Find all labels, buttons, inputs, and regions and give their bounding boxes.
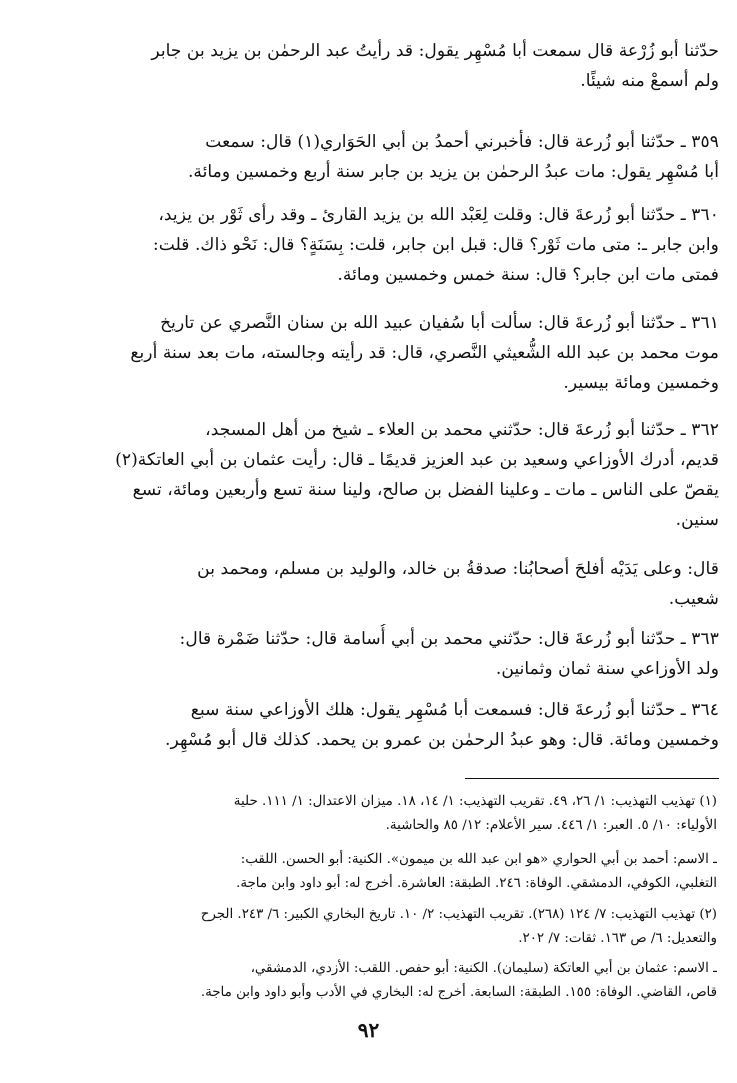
- text-line: يقصّ على الناس ـ مات ـ وعلينا الفضل بن صالح، ولينا سنة تسع وأربعين ومائة، تسع: [132, 480, 719, 500]
- text-line: وابن جابر ـ: متى مات ثَوْر؟ قال: قبل ابن جابر، قلت: بِسَنَةٍ؟ قال: نَحْو ذاك. قلت:: [152, 235, 719, 255]
- paragraph-361: [16, 308, 719, 398]
- text-line: قديم، أدرك الأوزاعي وسعيد بن عبد العزيز قديمًا ـ قال: رأيت عثمان بن أبي العاتكة(٢): [115, 450, 719, 470]
- footnote-2: [17, 903, 717, 951]
- footnote-1-bio: [17, 848, 717, 896]
- text-line: شعيب.: [668, 589, 719, 609]
- text-line: قال: وعلى يَدَيْه أفلحَ أصحابُنا: صدقةُ بن خالد، والوليد بن مسلم، ومحمد بن: [197, 559, 719, 579]
- text-line: ٣٦٤ ـ حدّثنا أبو زُرعةَ قال: فسمعت أبا مُسْهِر يقول: هلك الأوزاعي سنة سبع: [190, 700, 719, 720]
- footnote-line: والتعديل: ٦/ ص ١٦٣. ثقات: ٧/ ٢٠٢.: [518, 931, 717, 946]
- paragraph-362: [16, 415, 719, 535]
- footnote-line: ـ الاسم: عثمان بن أبي العاتكة (سليمان). الكنية: أبو حفص. اللقب: الأزدي، الدمشقي،: [250, 961, 717, 976]
- text-line: ولم أسمعْ منه شيئًا.: [580, 71, 719, 91]
- paragraph-359: [16, 127, 719, 187]
- paragraph-364: [16, 695, 719, 755]
- text-line: وخمسين ومائة بيسير.: [563, 373, 719, 393]
- text-line: حدّثنا أبو زُرْعة قال سمعت أبا مُسْهِر يقول: قد رأيتُ عبد الرحمٰن بن يزيد بن جابر: [151, 41, 719, 61]
- footnote-1: [17, 790, 717, 838]
- paragraph-363: [16, 624, 719, 684]
- footnote-line: ـ الاسم: أحمد بن أبي الحواري «هو ابن عبد الله بن ميمون». الكنية: أبو الحسن. اللقب:: [240, 852, 717, 867]
- footnote-separator: [465, 778, 719, 779]
- footnote-line: (٢) تهذيب التهذيب: ٧/ ١٢٤ (٢٦٨). تقريب التهذيب: ٢/ ١٠. تاريخ البخاري الكبير: ٦/ ٢٤٣. الجرح: [200, 907, 717, 922]
- text-line: ٣٦٠ ـ حدّثنا أبو زُرعةَ قال: وقلت لِعَبْد الله بن يزيد القارئ ـ وقد رأى ثَوْر بن يزيد،: [158, 205, 719, 225]
- text-line: ٣٦١ ـ حدّثنا أبو زُرعةَ قال: سألت أبا سُفيان عبيد الله بن سنان النَّصري عن تاريخ: [160, 313, 719, 333]
- footnote-line: الأولياء: ١٠/ ٥. العبر: ١/ ٤٤٦. سير الأعلام: ١٢/ ٨٥ والحاشية.: [385, 818, 717, 833]
- paragraph-358-continued: [16, 36, 719, 96]
- text-line: فمتى مات ابن جابر؟ قال: سنة خمس وخمسين ومائة.: [337, 265, 719, 285]
- footnote-line: قاص، القاضي. الوفاة: ١٥٥. الطبقة: السابعة. أخرج له: البخاري في الأدب وأبو داود وابن ماجة.: [200, 985, 717, 1000]
- footnote-line: (١) تهذيب التهذيب: ١/ ٢٦، ٤٩. تقريب التهذيب: ١/ ١٤، ١٨. ميزان الاعتدال: ١/ ١١١. حلية: [233, 794, 717, 809]
- footnote-2-bio: [17, 957, 717, 1005]
- text-line: أبا مُسْهِر يقول: مات عبدُ الرحمٰن بن يزيد بن جابر سنة أربع وخمسين ومائة.: [187, 162, 719, 182]
- footnote-line: التغلبي، الكوفي، الدمشقي. الوفاة: ٢٤٦. الطبقة: العاشرة. أخرج له: أبو داود وابن ماجة.: [236, 876, 717, 891]
- page-number: ٩٢: [357, 1018, 380, 1042]
- text-line: موت محمد بن عبد الله الشُّعيثي النَّصري، قال: قد رأيته وجالسته، مات بعد سنة أربع: [130, 343, 719, 363]
- text-line: ولد الأوزاعي سنة ثمان وثمانين.: [495, 659, 719, 679]
- text-line: ٣٦٢ ـ حدّثنا أبو زُرعةَ قال: حدّثني محمد بن العلاء ـ شيخ من أهل المسجد،: [205, 420, 719, 440]
- paragraph-360: [16, 200, 719, 290]
- text-line: وخمسين ومائة. قال: وهو عبدُ الرحمٰن بن عمرو بن يحمد. كذلك قال أبو مُسْهِر.: [165, 730, 719, 750]
- text-line: ٣٥٩ ـ حدّثنا أبو زُرعة قال: فأخبرني أحمدُ بن أبي الحَوَاري(١) قال: سمعت: [205, 132, 719, 152]
- text-line: سنين.: [675, 510, 719, 530]
- text-line: ٣٦٣ ـ حدّثنا أبو زُرعةَ قال: حدّثني محمد بن أبي أُسامة قال: حدّثنا ضَمْرة قال:: [179, 629, 719, 649]
- paragraph-362-note: [16, 554, 719, 614]
